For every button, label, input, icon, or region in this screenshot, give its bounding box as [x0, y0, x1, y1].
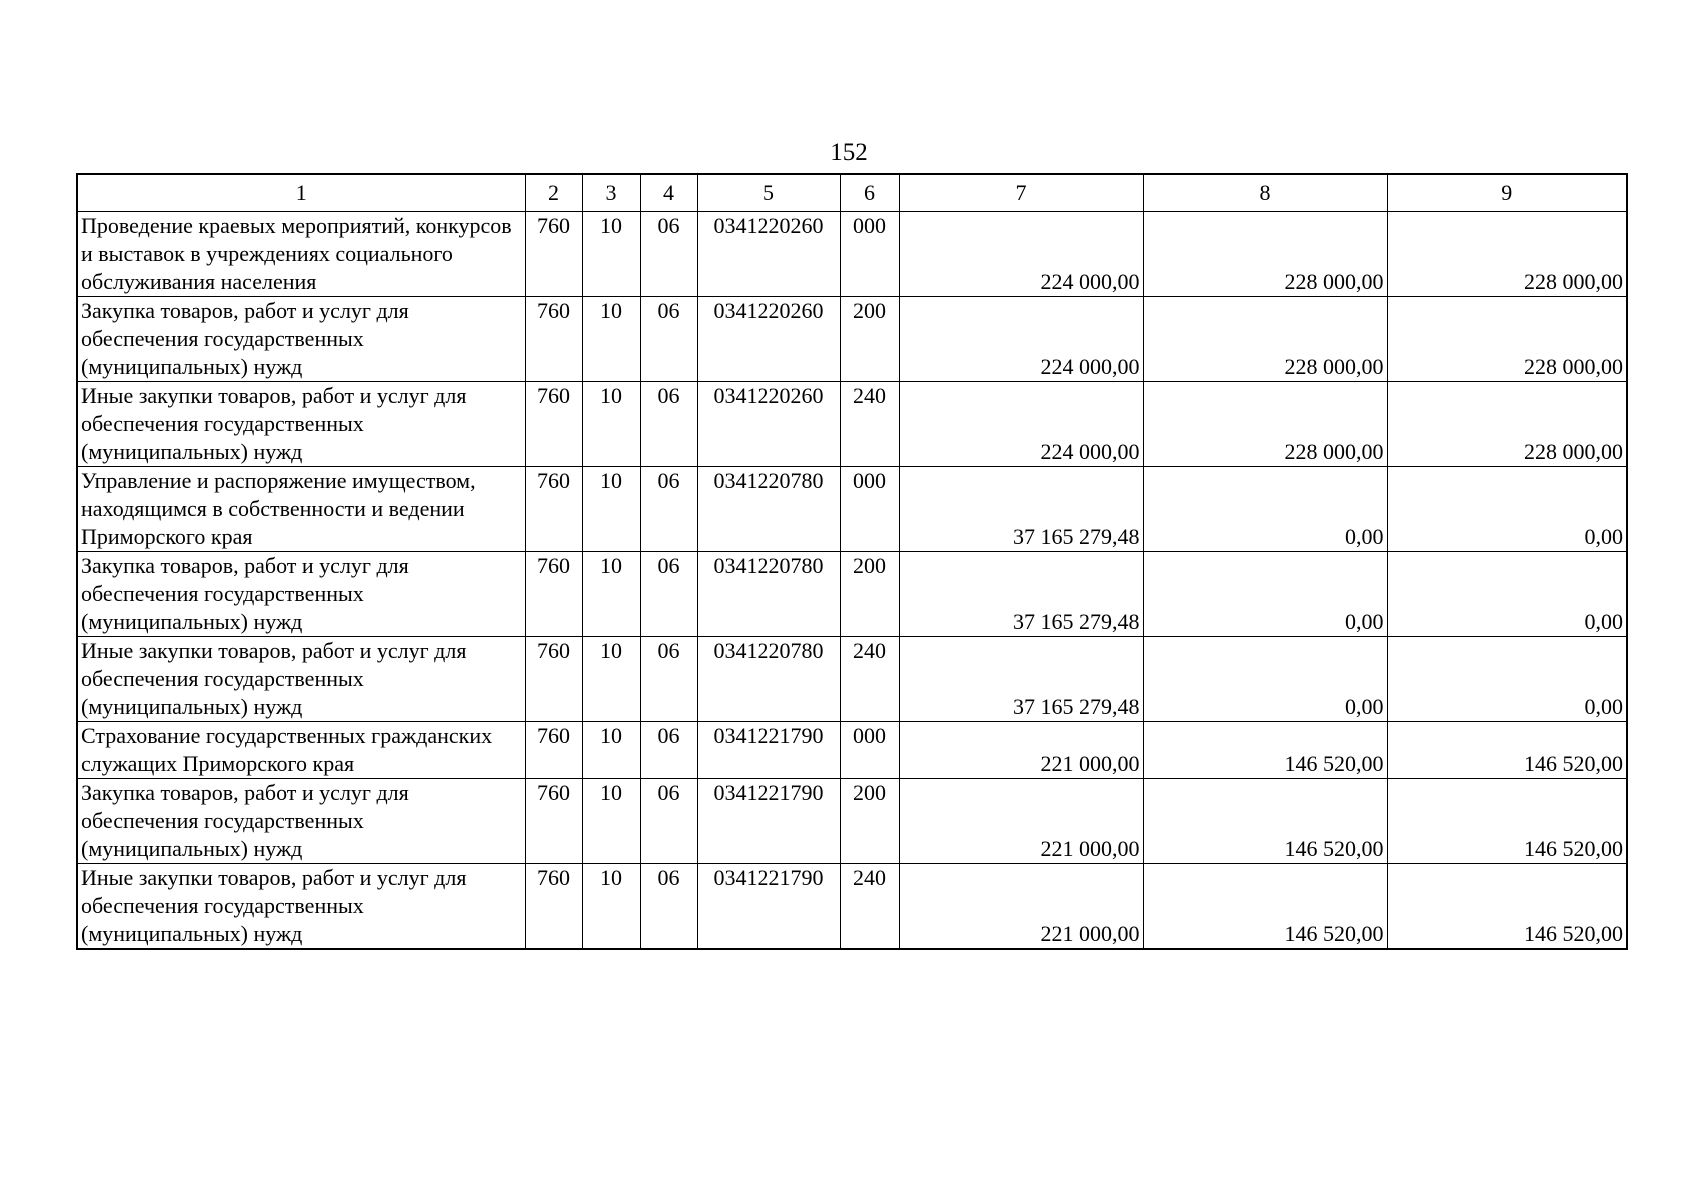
row-col-8: 0,00 — [1143, 637, 1387, 722]
header-row — [77, 174, 1627, 212]
row-col-2: 760 — [525, 467, 582, 552]
row-col-7: 37 165 279,48 — [899, 467, 1143, 552]
row-col-8: 146 520,00 — [1143, 722, 1387, 779]
row-col-8: 0,00 — [1143, 552, 1387, 637]
header-cell-3: 3 — [582, 174, 640, 212]
row-col-7: 37 165 279,48 — [899, 552, 1143, 637]
row-col-5: 0341220780 — [697, 467, 840, 552]
row-col-5: 0341220260 — [697, 297, 840, 382]
row-name: Иные закупки товаров, работ и услуг для обеспечения государственных (муниципальных) нужд — [77, 382, 525, 467]
table-row — [77, 722, 1627, 779]
row-col-7: 224 000,00 — [899, 297, 1143, 382]
header-cell-6: 6 — [840, 174, 899, 212]
row-col-6: 240 — [840, 864, 899, 950]
row-col-5: 0341221790 — [697, 779, 840, 864]
row-col-6: 200 — [840, 297, 899, 382]
row-col-5: 0341221790 — [697, 722, 840, 779]
row-col-2: 760 — [525, 779, 582, 864]
row-name: Страхование государственных гражданских служащих Приморского края — [77, 722, 525, 779]
table-row — [77, 297, 1627, 382]
row-col-5: 0341220260 — [697, 382, 840, 467]
row-col-4: 06 — [640, 779, 697, 864]
header-cell-9: 9 — [1387, 174, 1627, 212]
budget-table — [76, 173, 1628, 950]
row-col-8: 0,00 — [1143, 467, 1387, 552]
row-col-4: 06 — [640, 722, 697, 779]
row-col-3: 10 — [582, 297, 640, 382]
row-col-6: 240 — [840, 637, 899, 722]
row-col-5: 0341220260 — [697, 212, 840, 297]
row-name: Иные закупки товаров, работ и услуг для обеспечения государственных (муниципальных) нужд — [77, 864, 525, 950]
header-cell-7: 7 — [899, 174, 1143, 212]
row-col-8: 228 000,00 — [1143, 382, 1387, 467]
table-body — [77, 212, 1627, 950]
row-col-9: 146 520,00 — [1387, 722, 1627, 779]
row-col-4: 06 — [640, 467, 697, 552]
row-col-8: 228 000,00 — [1143, 297, 1387, 382]
row-col-5: 0341221790 — [697, 864, 840, 950]
row-col-2: 760 — [525, 297, 582, 382]
row-col-2: 760 — [525, 864, 582, 950]
row-col-3: 10 — [582, 382, 640, 467]
row-col-9: 228 000,00 — [1387, 212, 1627, 297]
header-cell-4: 4 — [640, 174, 697, 212]
table-row — [77, 864, 1627, 950]
row-col-7: 37 165 279,48 — [899, 637, 1143, 722]
row-col-7: 224 000,00 — [899, 212, 1143, 297]
row-col-9: 0,00 — [1387, 637, 1627, 722]
row-col-9: 146 520,00 — [1387, 864, 1627, 950]
header-cell-5: 5 — [697, 174, 840, 212]
row-col-3: 10 — [582, 779, 640, 864]
row-col-3: 10 — [582, 467, 640, 552]
row-col-7: 221 000,00 — [899, 864, 1143, 950]
row-col-2: 760 — [525, 637, 582, 722]
row-col-3: 10 — [582, 722, 640, 779]
table-row — [77, 382, 1627, 467]
row-name: Управление и распоряжение имуществом, находящимся в собственности и ведении Приморского края — [77, 467, 525, 552]
row-col-4: 06 — [640, 552, 697, 637]
row-col-4: 06 — [640, 864, 697, 950]
page-number: 152 — [830, 139, 868, 166]
row-col-3: 10 — [582, 552, 640, 637]
row-col-3: 10 — [582, 637, 640, 722]
row-col-4: 06 — [640, 637, 697, 722]
row-name: Закупка товаров, работ и услуг для обеспечения государственных (муниципальных) нужд — [77, 779, 525, 864]
row-name: Иные закупки товаров, работ и услуг для обеспечения государственных (муниципальных) нужд — [77, 637, 525, 722]
row-col-3: 10 — [582, 212, 640, 297]
table-row — [77, 552, 1627, 637]
row-col-4: 06 — [640, 212, 697, 297]
row-col-9: 228 000,00 — [1387, 382, 1627, 467]
row-col-7: 221 000,00 — [899, 779, 1143, 864]
row-col-8: 228 000,00 — [1143, 212, 1387, 297]
header-cell-2: 2 — [525, 174, 582, 212]
row-col-5: 0341220780 — [697, 552, 840, 637]
row-col-4: 06 — [640, 297, 697, 382]
table-row — [77, 779, 1627, 864]
row-col-4: 06 — [640, 382, 697, 467]
row-col-6: 240 — [840, 382, 899, 467]
row-col-2: 760 — [525, 552, 582, 637]
row-col-9: 228 000,00 — [1387, 297, 1627, 382]
row-col-7: 221 000,00 — [899, 722, 1143, 779]
row-name: Проведение краевых мероприятий, конкурсов и выставок в учреждениях социального обслуживания населения — [77, 212, 525, 297]
header-cell-8: 8 — [1143, 174, 1387, 212]
row-col-6: 200 — [840, 779, 899, 864]
header-cell-1: 1 — [77, 174, 525, 212]
row-col-6: 000 — [840, 467, 899, 552]
table-row — [77, 467, 1627, 552]
row-col-2: 760 — [525, 212, 582, 297]
row-col-6: 200 — [840, 552, 899, 637]
row-col-6: 000 — [840, 722, 899, 779]
row-name: Закупка товаров, работ и услуг для обеспечения государственных (муниципальных) нужд — [77, 552, 525, 637]
row-col-5: 0341220780 — [697, 637, 840, 722]
row-col-9: 146 520,00 — [1387, 779, 1627, 864]
row-name: Закупка товаров, работ и услуг для обеспечения государственных (муниципальных) нужд — [77, 297, 525, 382]
row-col-3: 10 — [582, 864, 640, 950]
row-col-8: 146 520,00 — [1143, 864, 1387, 950]
row-col-6: 000 — [840, 212, 899, 297]
row-col-9: 0,00 — [1387, 467, 1627, 552]
row-col-8: 146 520,00 — [1143, 779, 1387, 864]
row-col-7: 224 000,00 — [899, 382, 1143, 467]
row-col-9: 0,00 — [1387, 552, 1627, 637]
table-row — [77, 637, 1627, 722]
table-row — [77, 212, 1627, 297]
row-col-2: 760 — [525, 382, 582, 467]
row-col-2: 760 — [525, 722, 582, 779]
